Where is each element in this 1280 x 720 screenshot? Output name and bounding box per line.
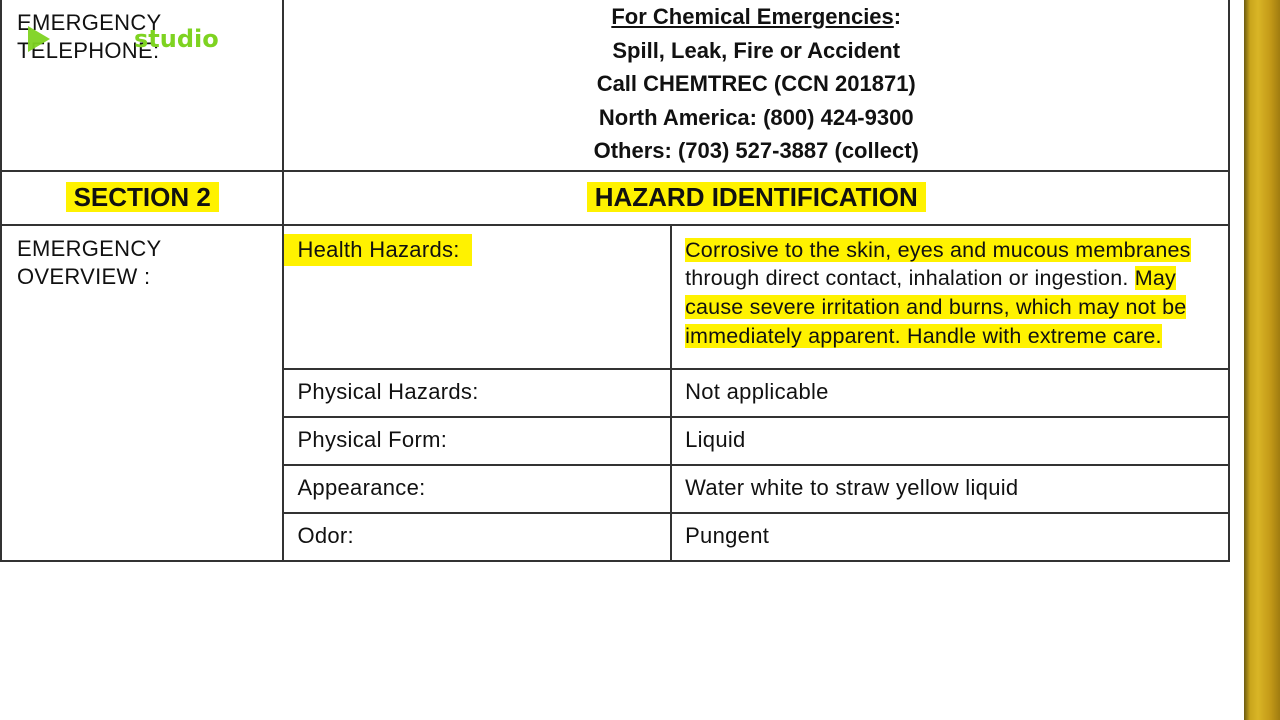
appearance-value: Water white to straw yellow liquid [671,465,1229,513]
emergency-heading-colon: : [893,4,902,29]
emergency-line-1: Spill, Leak, Fire or Accident [612,37,901,63]
appearance-label: Appearance: [283,465,671,513]
health-hazards-label: Health Hazards: [284,234,471,266]
physical-hazards-value: Not applicable [671,369,1229,417]
health-hazards-plain: through direct contact, inhalation or ingestion. [685,266,1135,291]
section-title-cell [283,171,1229,225]
section-header-row [1,171,1229,225]
health-hazards-highlight-2: May cause severe irritation and burns, which may not be immediately apparent. Handle with extreme care. [685,266,1187,348]
physical-form-value: Liquid [671,417,1229,465]
section-title: HAZARD IDENTIFICATION [587,182,926,212]
health-hazards-label-cell [283,225,671,370]
watermark-text: studio [134,25,219,53]
emergency-overview-label-line1: EMERGENCY [17,235,162,261]
physical-form-label: Physical Form: [283,417,671,465]
emergency-line-2: Call CHEMTREC (CCN 201871) [596,71,916,96]
emergency-telephone-label-line2: TELEPHONE: [17,38,160,63]
emergency-overview-label-line2: OVERVIEW : [17,263,151,289]
section-number-cell [1,171,283,225]
emergency-telephone-info [283,0,1229,171]
odor-value: Pungent [671,513,1229,561]
emergency-telephone-label [1,0,283,171]
emergency-telephone-label-line1: EMERGENCY [17,10,162,35]
emergency-line-3: North America: (800) 424-9300 [598,104,914,130]
emergency-line-4: Others: (703) 527-3887 (collect) [593,138,919,163]
odor-label: Odor: [283,513,671,561]
physical-hazards-label: Physical Hazards: [283,369,671,417]
section-number: SECTION 2 [66,182,219,212]
health-hazards-value [671,225,1229,370]
emergency-heading: For Chemical Emergencies [611,4,894,29]
health-hazards-highlight-1: Corrosive to the skin, eyes and mucous membranes [685,237,1191,262]
health-hazards-row [1,225,1229,370]
gold-page-edge [1244,0,1280,720]
emergency-telephone-row [1,0,1229,171]
emergency-overview-label [1,225,283,562]
